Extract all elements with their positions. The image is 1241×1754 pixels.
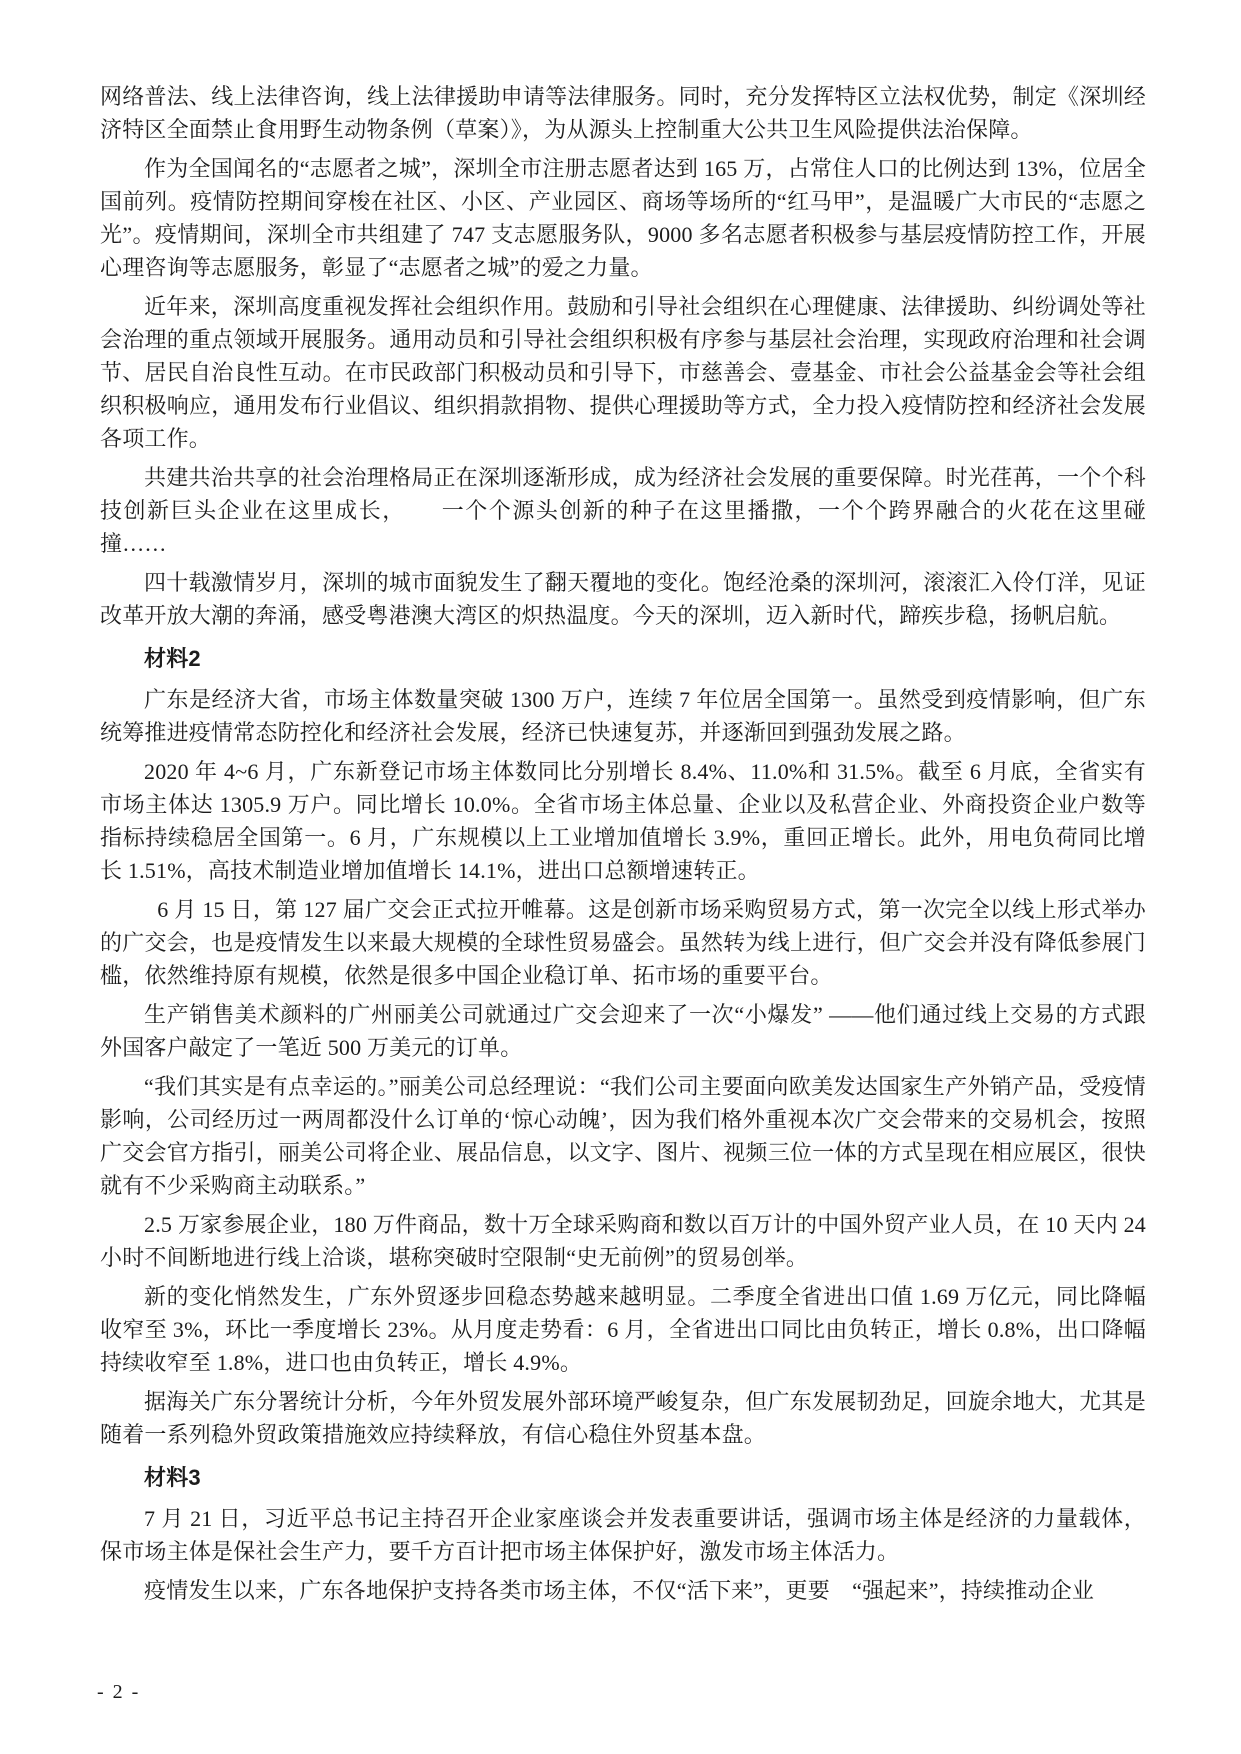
page-number: - 2 - xyxy=(97,1681,141,1703)
paragraph: 生产销售美术颜料的广州丽美公司就通过广交会迎来了一次“小爆发” ——他们通过线上交易的方式跟外国客户敲定了一笔近 500 万美元的订单。 xyxy=(100,1002,1146,1060)
paragraph: 疫情发生以来，广东各地保护支持各类市场主体，不仅“活下来”，更要 “强起来”，持续推动企业 xyxy=(144,1578,1095,1603)
paragraph: 网络普法、线上法律咨询，线上法律援助申请等法律服务。同时，充分发挥特区立法权优势，制定《深圳经济特区全面禁止食用野生动物条例（草案）》，为从源头上控制重大公共卫生风险提供法治保障。 xyxy=(100,84,1146,142)
paragraph: 6 月 15 日，第 127 届广交会正式拉开帷幕。这是创新市场采购贸易方式，第一次完全以线上形式举办的广交会，也是疫情发生以来最大规模的全球性贸易盛会。虽然转为线上进行，但广交会并没有降低参展门槛，依然维持原有规模，依然是很多中国企业稳订单、拓市场的重要平台。 xyxy=(100,897,1146,988)
paragraph: 广东是经济大省，市场主体数量突破 1300 万户，连续 7 年位居全国第一。虽然受到疫情影响，但广东统筹推进疫情常态防控化和经济社会发展，经济已快速复苏，并逐渐回到强劲发展之路。 xyxy=(100,687,1146,745)
paragraph: 近年来，深圳高度重视发挥社会组织作用。鼓励和引导社会组织在心理健康、法律援助、纠纷调处等社会治理的重点领域开展服务。通用动员和引导社会组织积极有序参与基层社会治理，实现政府治理和社会调节、居民自治良性互动。在市民政部门积极动员和引导下，市慈善会、壹基金、市社会公益基金会等社会组织积极响应，通用发布行业倡议、组织捐款捐物、提供心理援助等方式，全力投入疫情防控和经济社会发展各项工作。 xyxy=(100,294,1146,451)
paragraph: “我们其实是有点幸运的。”丽美公司总经理说：“我们公司主要面向欧美发达国家生产外销产品，受疫情影响，公司经历过一两周都没什么订单的‘惊心动魄’，因为我们格外重视本次广交会带来的交易机会，按照广交会官方指引，丽美公司将企业、展品信息，以文字、图片、视频三位一体的方式呈现在相应展区，很快就有不少采购商主动联系。” xyxy=(100,1074,1146,1198)
material-heading: 材料2 xyxy=(144,646,201,671)
paragraph: 四十载激情岁月，深圳的城市面貌发生了翻天覆地的变化。饱经沧桑的深圳河，滚滚汇入伶仃洋，见证改革开放大潮的奔涌，感受粤港澳大湾区的炽热温度。今天的深圳，迈入新时代，蹄疾步稳，扬帆启航。 xyxy=(100,570,1146,628)
paragraph: 2020 年 4~6 月，广东新登记市场主体数同比分别增长 8.4%、11.0%和 31.5%。截至 6 月底，全省实有市场主体达 1305.9 万户。同比增长 10.0%。全省市场主体总量、企业以及私营企业、外商投资企业户数等指标持续稳居全国第一。6 月，广东规模以上工业增加值增长 3.9%，重回正增长。此外，用电负荷同比增长 1.51%，高技术制造业增加值增长 14.1%，进出口总额增速转正。 xyxy=(100,759,1146,883)
paragraph: 新的变化悄然发生，广东外贸逐步回稳态势越来越明显。二季度全省进出口值 1.69 万亿元，同比降幅收窄至 3%，环比一季度增长 23%。从月度走势看：6 月，全省进出口同比由负转正，增长 0.8%，出口降幅持续收窄至 1.8%，进口也由负转正，增长 4.9%。 xyxy=(100,1284,1146,1375)
paragraph: 作为全国闻名的“志愿者之城”，深圳全市注册志愿者达到 165 万，占常住人口的比例达到 13%，位居全国前列。疫情防控期间穿梭在社区、小区、产业园区、商场等场所的“红马甲”，是温暖广大市民的“志愿之光”。疫情期间，深圳全市共组建了 747 支志愿服务队，9000 多名志愿者积极参与基层疫情防控工作，开展心理咨询等志愿服务，彰显了“志愿者之城”的爱之力量。 xyxy=(100,156,1146,280)
material-heading: 材料3 xyxy=(144,1465,201,1490)
document-body xyxy=(100,80,1146,1607)
paragraph: 2.5 万家参展企业，180 万件商品，数十万全球采购商和数以百万计的中国外贸产业人员，在 10 天内 24 小时不间断地进行线上洽谈，堪称突破时空限制“史无前例”的贸易创举。 xyxy=(100,1212,1146,1270)
paragraph: 据海关广东分署统计分析，今年外贸发展外部环境严峻复杂，但广东发展韧劲足，回旋余地大，尤其是随着一系列稳外贸政策措施效应持续释放，有信心稳住外贸基本盘。 xyxy=(100,1389,1146,1447)
paragraph: 共建共治共享的社会治理格局正在深圳逐渐形成，成为经济社会发展的重要保障。时光荏苒，一个个科技创新巨头企业在这里成长， 一个个源头创新的种子在这里播撒，一个个跨界融合的火花在这里碰撞…… xyxy=(100,465,1146,556)
paragraph: 7 月 21 日，习近平总书记主持召开企业家座谈会并发表重要讲话，强调市场主体是经济的力量载体，保市场主体是保社会生产力，要千方百计把市场主体保护好，激发市场主体活力。 xyxy=(100,1506,1146,1564)
